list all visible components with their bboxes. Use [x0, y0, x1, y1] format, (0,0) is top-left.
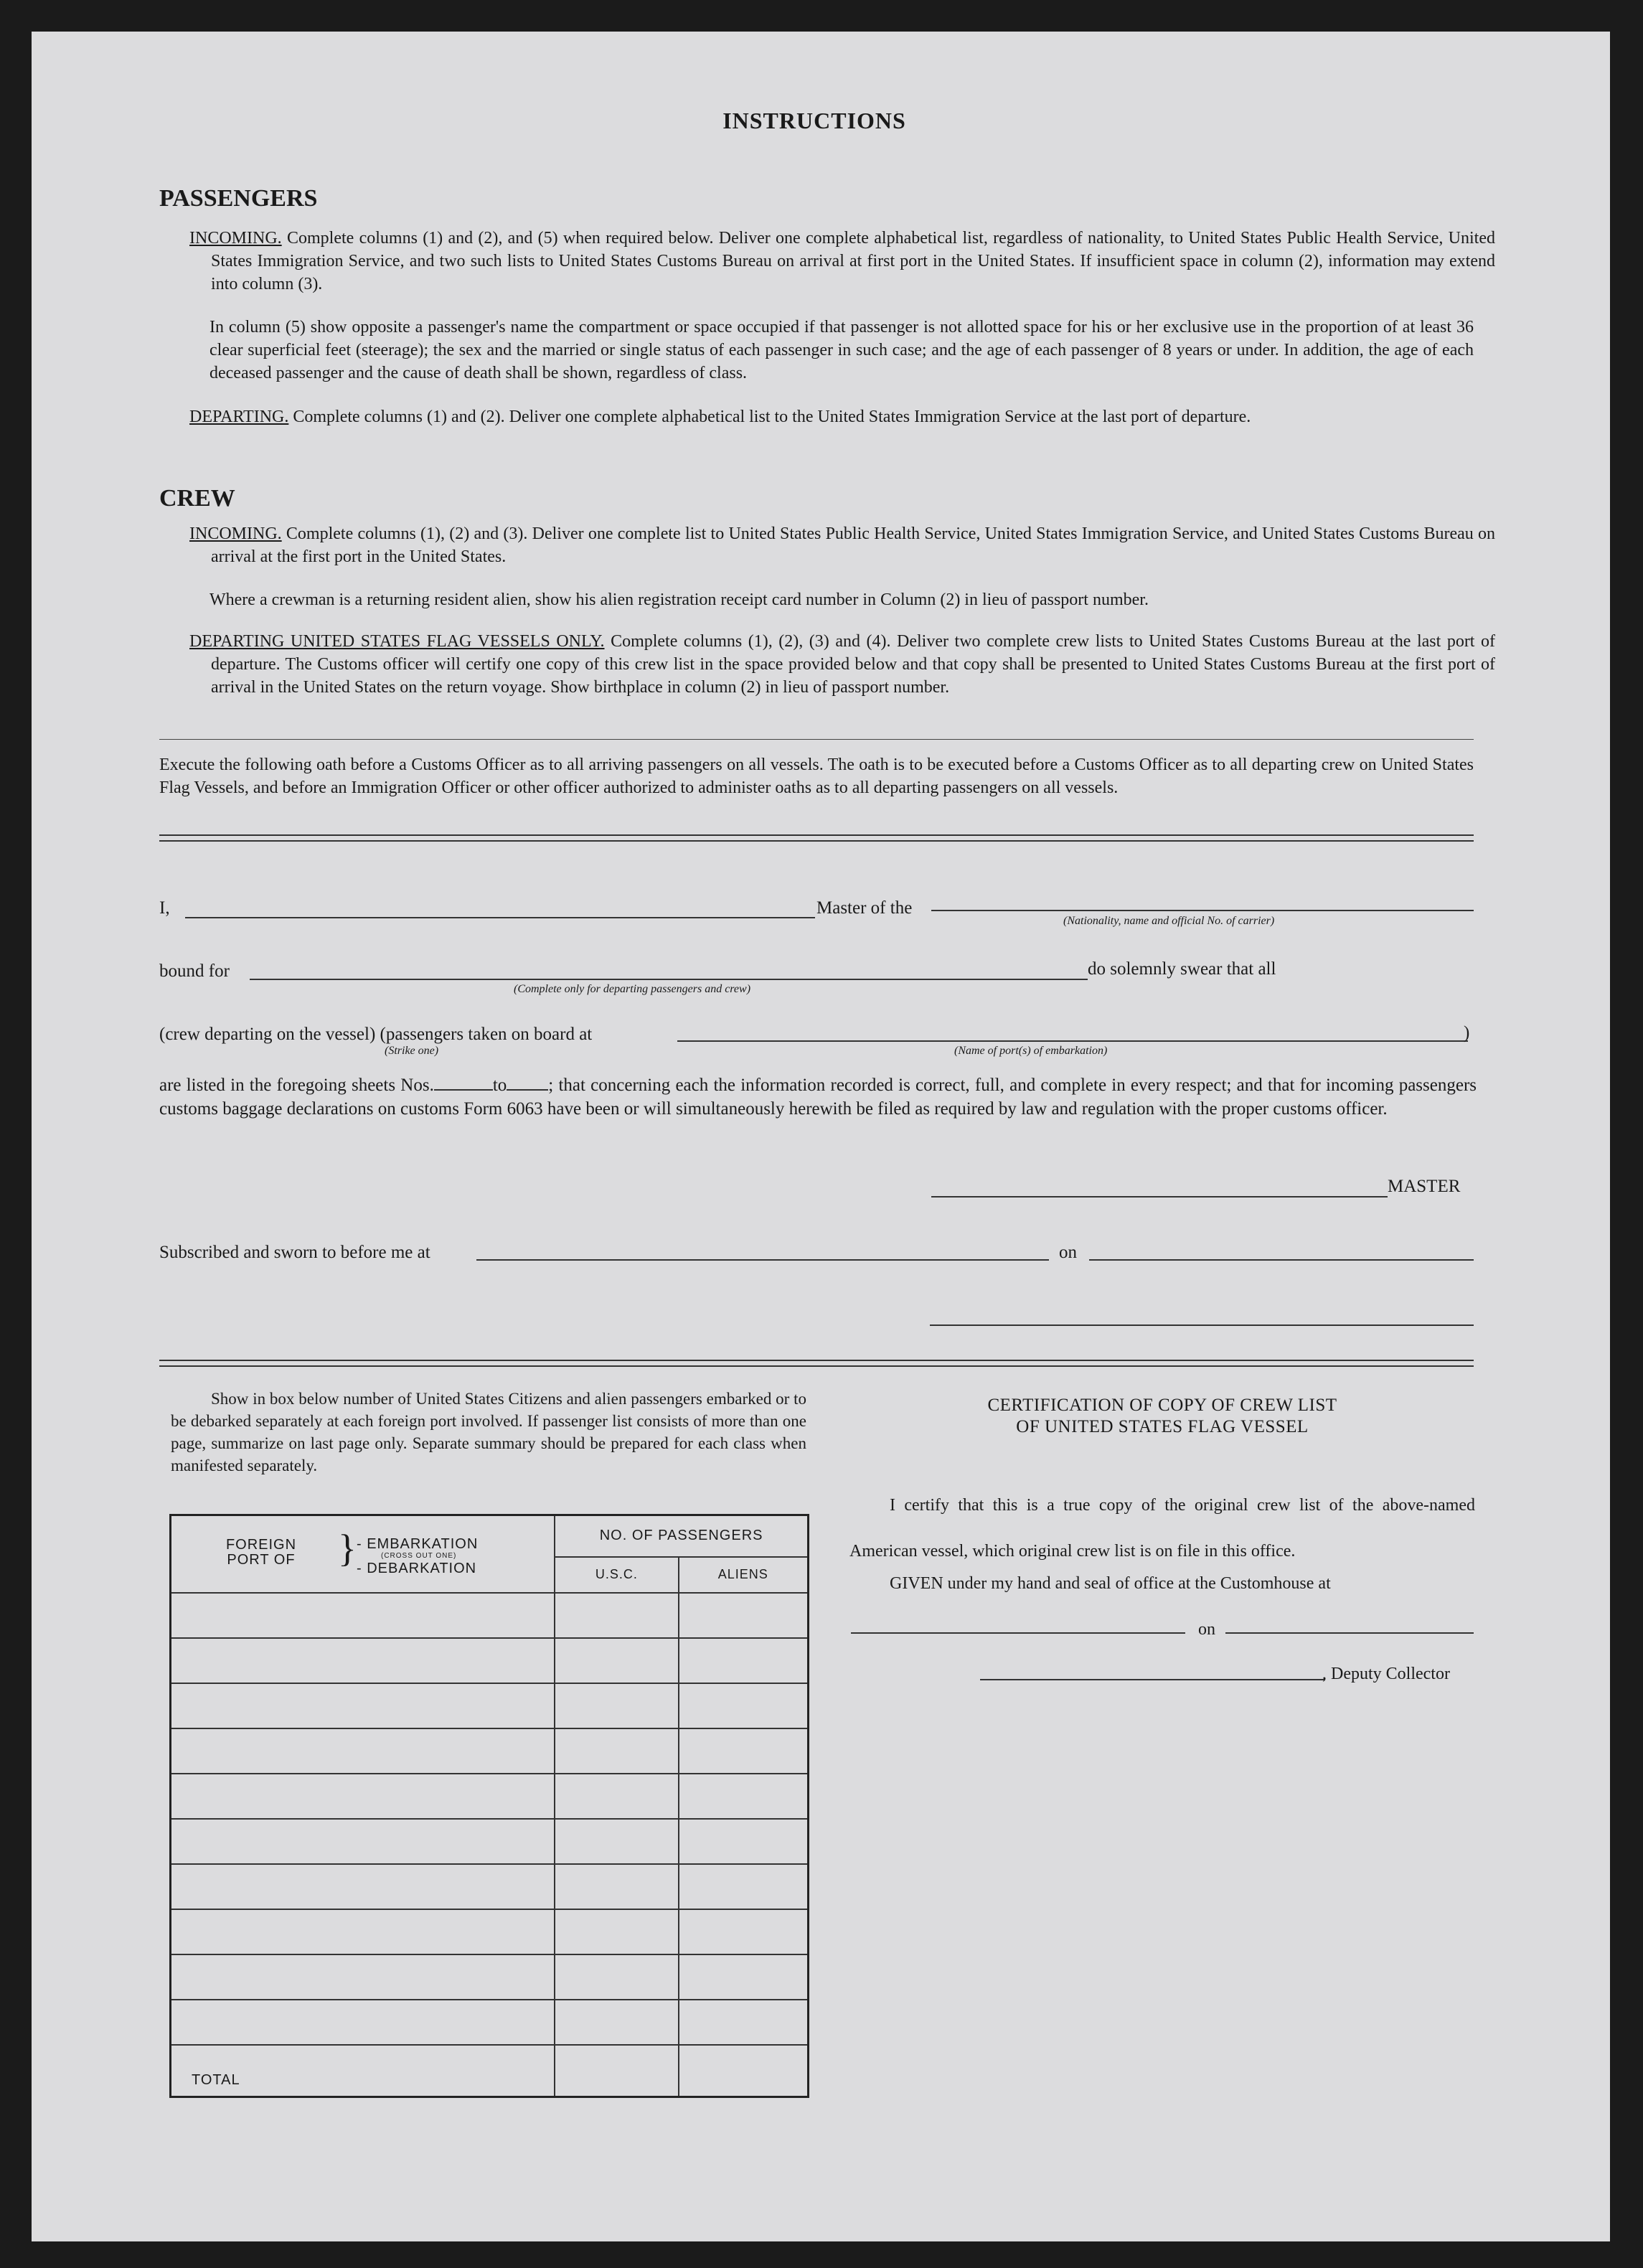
embarkation-port-field[interactable] — [677, 1040, 1468, 1042]
crew-departing-label: (crew departing on the vessel) (passengers taken on board at — [159, 1025, 593, 1044]
usc-header: U.S.C. — [555, 1557, 678, 1593]
oath-listed-text — [159, 1073, 1477, 1121]
passengers-heading: PASSENGERS — [159, 185, 318, 212]
brace-icon: } — [338, 1527, 357, 1570]
port-cell[interactable] — [171, 1864, 555, 1909]
listed-to: to — [492, 1076, 507, 1095]
sheet-from-field[interactable] — [434, 1076, 493, 1091]
cross-out-label: (CROSS OUT ONE) — [381, 1552, 457, 1560]
debarkation-label: - DEBARKATION — [357, 1561, 477, 1576]
sworn-date-field[interactable] — [1089, 1259, 1474, 1261]
total-label: TOTAL — [171, 2045, 555, 2097]
table-row — [171, 1638, 809, 1683]
aliens-cell[interactable] — [679, 1638, 809, 1683]
port-cell[interactable] — [171, 1593, 555, 1638]
passengers-incoming-body: Complete columns (1) and (2), and (5) when required below. Deliver one complete alphabetical list, regardless of nationality, to United States Public Health Service, United States Immigration Service, and two such lists to United States Customs Bureau on arrival at first port in the United States. If insufficient space in column (2), information may extend into column (3). — [211, 229, 1495, 293]
passengers-departing-body: Complete columns (1) and (2). Deliver one complete alphabetical list to the United States Immigration Service at the last port of departure. — [293, 408, 1251, 426]
carrier-caption: (Nationality, name and official No. of carrier) — [1063, 915, 1275, 927]
ports-caption: (Name of port(s) of embarkation) — [954, 1045, 1108, 1057]
usc-cell[interactable] — [555, 1909, 678, 1954]
table-row — [171, 1909, 809, 1954]
total-row — [171, 2045, 809, 2097]
passengers-incoming-text — [189, 227, 1495, 296]
swear-label: do solemnly swear that all — [1088, 959, 1276, 979]
subscribed-label: Subscribed and sworn to before me at — [159, 1243, 430, 1262]
usc-cell[interactable] — [555, 1728, 678, 1774]
aliens-cell[interactable] — [679, 1864, 809, 1909]
table-row — [171, 2000, 809, 2045]
departing-caption: (Complete only for departing passengers and crew) — [514, 983, 751, 995]
bound-for-field[interactable] — [250, 979, 1088, 980]
page-title: INSTRUCTIONS — [722, 108, 906, 133]
certification-title — [847, 1395, 1478, 1438]
customhouse-field[interactable] — [851, 1632, 1185, 1634]
table-row — [171, 1819, 809, 1864]
aliens-total-cell[interactable] — [679, 2045, 809, 2097]
port-cell[interactable] — [171, 1638, 555, 1683]
double-divider — [159, 834, 1474, 842]
crew-heading: CREW — [159, 485, 235, 512]
aliens-cell[interactable] — [679, 1954, 809, 2000]
usc-cell[interactable] — [555, 1593, 678, 1638]
crew-incoming-text — [189, 522, 1495, 568]
master-of-label: Master of the — [816, 898, 913, 918]
certification-title-line1: CERTIFICATION OF COPY OF CREW LIST — [987, 1396, 1337, 1415]
master-label: MASTER — [1388, 1177, 1461, 1196]
usc-cell[interactable] — [555, 2000, 678, 2045]
aliens-header: ALIENS — [679, 1557, 809, 1593]
usc-cell[interactable] — [555, 1638, 678, 1683]
crew-incoming-lead: INCOMING. — [189, 524, 282, 543]
usc-cell[interactable] — [555, 1683, 678, 1728]
port-header — [171, 1515, 555, 1594]
crew-departing-text — [189, 630, 1495, 699]
table-row — [171, 1683, 809, 1728]
port-cell[interactable] — [171, 1819, 555, 1864]
listed-rest: ; that concerning each the information recorded is correct, full, and complete in every respect; and that for incoming passengers customs baggage declarations on customs Form 6063 have been or will simultaneously herewith be filed as required by law and regulation with the proper customs officer. — [159, 1076, 1477, 1119]
table-row — [171, 1954, 809, 2000]
usc-cell[interactable] — [555, 1819, 678, 1864]
usc-total-cell[interactable] — [555, 2045, 678, 2097]
certification-text: I certify that this is a true copy of the original crew list of the above-named American vessel, which original crew list is on file in this office. — [849, 1496, 1475, 1561]
aliens-cell[interactable] — [679, 1683, 809, 1728]
divider — [159, 739, 1474, 740]
aliens-cell[interactable] — [679, 1819, 809, 1864]
no-passengers-header: NO. OF PASSENGERS — [555, 1515, 808, 1557]
passengers-departing-lead: DEPARTING. — [189, 408, 289, 426]
bound-for-label: bound for — [159, 961, 230, 981]
crew-resident-text: Where a crewman is a returning resident alien, show his alien registration receipt card number in Column (2) in lieu of passport number. — [210, 590, 1149, 609]
certification-given: GIVEN under my hand and seal of office at the Customhouse at — [890, 1574, 1331, 1593]
embarkation-label: - EMBARKATION — [357, 1536, 479, 1552]
officer-signature-field[interactable] — [930, 1324, 1474, 1326]
certification-on-label: on — [1198, 1620, 1215, 1639]
aliens-cell[interactable] — [679, 2000, 809, 2045]
table-row — [171, 1593, 809, 1638]
aliens-cell[interactable] — [679, 1593, 809, 1638]
summary-instruction: Show in box below number of United States Citizens and alien passengers embarked or to be debarked separately at each foreign port involved. If passenger list consists of more than one page, summarize on last page only. Separate summary should be prepared for each class when manifested separately. — [171, 1390, 806, 1474]
crew-departing-body: Complete columns (1), (2), (3) and (4). Deliver two complete crew lists to United States Customs Bureau at the last port of departure. The Customs officer will certify one copy of this crew list in the space provided below and that copy shall be presented to United States Customs Bureau at the first port of arrival in the United States on the return voyage. Show birthplace in column (2) in lieu of passport number. — [211, 632, 1496, 697]
port-header-label: FOREIGN PORT OF — [225, 1537, 297, 1568]
port-cell[interactable] — [171, 1683, 555, 1728]
master-name-field[interactable] — [185, 917, 815, 918]
table-row — [171, 1774, 809, 1819]
port-cell[interactable] — [171, 1728, 555, 1774]
port-cell[interactable] — [171, 1909, 555, 1954]
port-cell[interactable] — [171, 2000, 555, 2045]
listed-prefix: are listed in the foregoing sheets Nos. — [159, 1076, 434, 1095]
strike-caption: (Strike one) — [385, 1045, 439, 1057]
deputy-signature-field[interactable] — [980, 1679, 1324, 1680]
passengers-incoming-lead: INCOMING. — [189, 229, 282, 248]
usc-cell[interactable] — [555, 1954, 678, 2000]
carrier-field[interactable] — [931, 910, 1474, 911]
usc-cell[interactable] — [555, 1864, 678, 1909]
deputy-collector-label: , Deputy Collector — [1322, 1665, 1450, 1683]
crew-incoming-body: Complete columns (1), (2) and (3). Deliver one complete list to United States Public Health Service, United States Immigration Service, and United States Customs Bureau on arrival at the first port in the United States. — [211, 524, 1496, 566]
sworn-place-field[interactable] — [476, 1259, 1049, 1261]
aliens-cell[interactable] — [679, 1728, 809, 1774]
close-paren: ) — [1464, 1023, 1470, 1043]
sworn-on-label: on — [1059, 1243, 1077, 1262]
port-cell[interactable] — [171, 1954, 555, 2000]
master-signature-field[interactable] — [931, 1196, 1388, 1197]
certification-title-line2: OF UNITED STATES FLAG VESSEL — [1016, 1417, 1309, 1436]
aliens-cell[interactable] — [679, 1909, 809, 1954]
double-divider-2 — [159, 1360, 1474, 1367]
port-cell[interactable] — [171, 1774, 555, 1819]
oath-i-label: I, — [159, 898, 170, 918]
certification-date-field[interactable] — [1225, 1632, 1474, 1634]
oath-instruction-text: Execute the following oath before a Customs Officer as to all arriving passengers on all vessels. The oath is to be executed before a Customs Officer as to all departing crew on United States Flag Vessels, and before an Immigration Officer or other officer authorized to administer oaths as to all departing passengers on all vessels. — [159, 756, 1474, 797]
passengers-departing-text — [189, 405, 1495, 428]
table-row — [171, 1728, 809, 1774]
sheet-to-field[interactable] — [507, 1076, 548, 1091]
passenger-summary-table — [169, 1514, 809, 2098]
table-row — [171, 1864, 809, 1909]
aliens-cell[interactable] — [679, 1774, 809, 1819]
passengers-column5-text: In column (5) show opposite a passenger's name the compartment or space occupied if that passenger is not allotted space for his or her exclusive use in the proportion of at least 36 clear superficial feet (steerage); the sex and the married or single status of each passenger in such case; and the age of each passenger of 8 years or under. In addition, the age of each deceased passenger and the cause of death shall be shown, regardless of class. — [210, 318, 1474, 382]
usc-cell[interactable] — [555, 1774, 678, 1819]
crew-departing-lead: DEPARTING UNITED STATES FLAG VESSELS ONLY. — [189, 632, 605, 651]
